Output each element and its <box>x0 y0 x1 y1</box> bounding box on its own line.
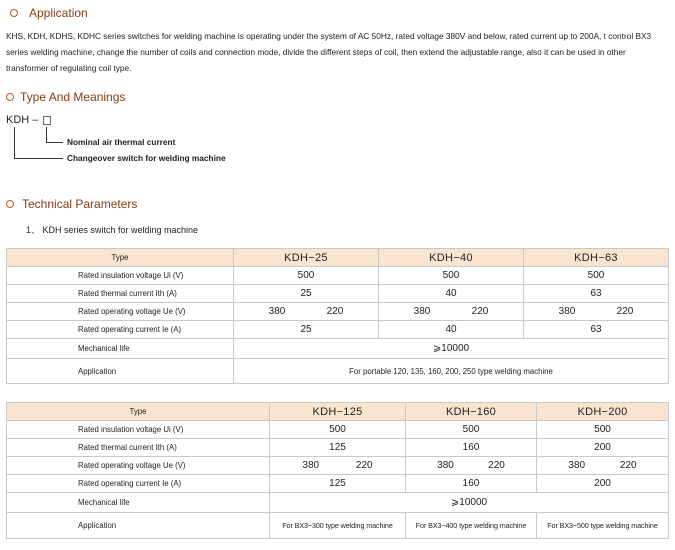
cell-value: For portable 120, 135, 160, 200, 250 type welding machine <box>234 359 669 384</box>
header-model: KDH−63 <box>524 249 669 267</box>
cell-value: 500 <box>524 267 669 285</box>
row-label: Rated operating current Ie (A) <box>7 475 270 493</box>
cell-value: 25 <box>234 321 379 339</box>
bracket-line <box>46 142 63 143</box>
row-label: Mechanical life <box>7 339 234 359</box>
table-row <box>7 421 669 439</box>
cell-value: 63 <box>524 285 669 303</box>
bracket-line <box>46 127 47 142</box>
table-row <box>7 403 669 421</box>
table-row <box>7 249 669 267</box>
header-model: KDH−200 <box>537 403 669 421</box>
row-label: Mechanical life <box>7 493 270 513</box>
row-label: Rated operating voltage Ue (V) <box>7 457 270 475</box>
cell-value: 40 <box>379 321 524 339</box>
table-row <box>7 475 669 493</box>
row-label: Rated operating voltage Ue (V) <box>7 303 234 321</box>
section-title-type-meanings: Type And Meanings <box>20 90 126 104</box>
cell-value: 500 <box>270 421 406 439</box>
row-label: Rated thermal current Ith (A) <box>7 439 270 457</box>
type-code: KDH – <box>6 114 39 126</box>
cell-value: 40 <box>379 285 524 303</box>
table-row <box>7 493 669 513</box>
row-label: Rated insulation voltage Ui (V) <box>7 421 270 439</box>
cell-value: 200 <box>537 439 669 457</box>
row-label: Rated operating current Ie (A) <box>7 321 234 339</box>
section-title-technical: Technical Parameters <box>22 197 138 211</box>
row-label: Application <box>7 359 234 384</box>
cell-value: 160 <box>406 439 537 457</box>
label-changeover-switch: Changeover switch for welding machine <box>67 153 226 163</box>
table-row <box>7 267 669 285</box>
cell-value: 63 <box>524 321 669 339</box>
voltage-value: 220 <box>488 460 505 471</box>
row-label: Application <box>7 513 270 539</box>
cell-value: For BX3−500 type welding machine <box>537 513 669 539</box>
table-row <box>7 321 669 339</box>
voltage-value: 380 <box>268 306 286 317</box>
cell-value <box>270 457 406 475</box>
voltage-value: 220 <box>355 460 373 471</box>
table-row <box>7 513 669 539</box>
cell-value <box>406 457 537 475</box>
table-row <box>7 303 669 321</box>
cell-value <box>379 303 524 321</box>
cell-value: 125 <box>270 439 406 457</box>
cell-value: 125 <box>270 475 406 493</box>
spec-table-2 <box>6 402 669 539</box>
header-type: Type <box>7 403 270 421</box>
header-model: KDH−160 <box>406 403 537 421</box>
table-row <box>7 339 669 359</box>
voltage-value: 380 <box>558 306 576 317</box>
voltage-value: 220 <box>326 306 344 317</box>
voltage-value: 380 <box>568 460 586 471</box>
header-model: KDH−40 <box>379 249 524 267</box>
voltage-value: 380 <box>413 306 431 317</box>
section-title-application: Application <box>29 6 88 20</box>
cell-value: For BX3−400 type welding machine <box>406 513 537 539</box>
cell-value <box>234 303 379 321</box>
bracket-line <box>14 127 15 158</box>
technical-subtitle: 1、 KDH series switch for welding machine <box>26 225 199 235</box>
spec-table-1 <box>6 248 669 384</box>
cell-value <box>524 303 669 321</box>
row-label: Rated insulation voltage Ui (V) <box>7 267 234 285</box>
header-model: KDH−25 <box>234 249 379 267</box>
voltage-value: 380 <box>437 460 454 471</box>
cell-value: For BX3−300 type welding machine <box>270 513 406 539</box>
cell-value: 500 <box>406 421 537 439</box>
cell-value <box>537 457 669 475</box>
cell-value: ⩾10000 <box>234 339 669 359</box>
section-bullet-icon <box>6 200 14 208</box>
table-row <box>7 439 669 457</box>
voltage-value: 220 <box>619 460 637 471</box>
row-label: Rated thermal current Ith (A) <box>7 285 234 303</box>
table-row <box>7 285 669 303</box>
section-bullet-icon <box>6 93 14 101</box>
application-paragraph: KHS, KDH, KDHS, KDHC series switches for welding machine is operating under the system of AC 50Hz, rated voltage 380V and below, rated current up to 200A, t control BX3 series welding machine, change the number of coils and connection mode, divide the different steps of coil, then extend the adjustable range, also it can be used in other transformer of regulating coil type. <box>6 31 652 73</box>
voltage-value: 380 <box>302 460 320 471</box>
cell-value: 500 <box>379 267 524 285</box>
label-nominal-current: Nominal air thermal current <box>67 137 176 147</box>
table-row <box>7 359 669 384</box>
section-bullet-icon <box>10 9 18 17</box>
cell-value: 25 <box>234 285 379 303</box>
header-model: KDH−125 <box>270 403 406 421</box>
cell-value: 500 <box>234 267 379 285</box>
cell-value: 160 <box>406 475 537 493</box>
header-type: Type <box>7 249 234 267</box>
voltage-value: 220 <box>616 306 634 317</box>
placeholder-box-icon <box>43 116 51 125</box>
cell-value: 500 <box>537 421 669 439</box>
table-row <box>7 457 669 475</box>
bracket-line <box>14 158 63 159</box>
voltage-value: 220 <box>471 306 489 317</box>
cell-value: 200 <box>537 475 669 493</box>
cell-value: ⩾10000 <box>270 493 669 513</box>
